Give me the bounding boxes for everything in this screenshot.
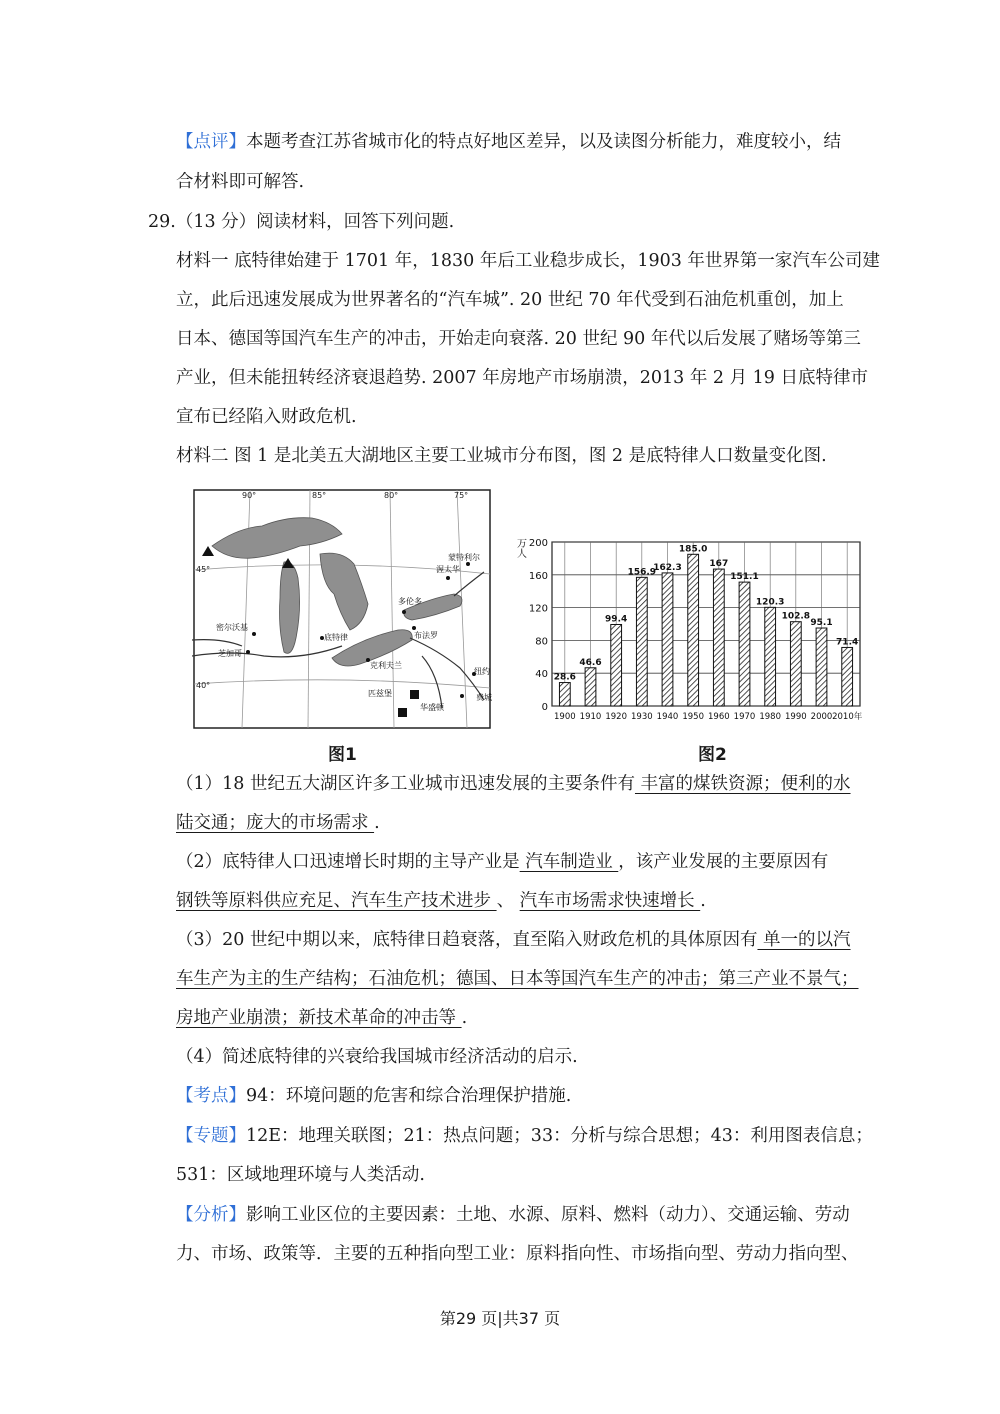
map-lon-label: 90° bbox=[242, 491, 257, 500]
map-city-label: 布法罗 bbox=[414, 631, 438, 640]
material-1-line: 宣布已经陷入财政危机. bbox=[176, 407, 357, 427]
chart-x-tick-label: 1910 bbox=[579, 712, 602, 722]
material-2-line: 材料二 图 1 是北美五大湖地区主要工业城市分布图，图 2 是底特律人口数量变化图. bbox=[176, 446, 827, 466]
figure-1-caption: 图1 bbox=[328, 745, 357, 765]
chart-x-tick-label: 1980 bbox=[759, 712, 781, 722]
chart-x-tick-label: 2010年 bbox=[832, 712, 862, 722]
map-lon-label: 85° bbox=[312, 491, 327, 500]
answer-2-blank: 汽车制造业 bbox=[519, 852, 619, 872]
kaodian-line: 【考点】94：环境问题的危害和综合治理保护措施. bbox=[176, 1086, 572, 1106]
chart-y-tick-label: 0 bbox=[541, 702, 548, 713]
figure-2-caption: 图2 bbox=[698, 745, 727, 765]
answer-2-line-1: （2）底特律人口迅速增长时期的主导产业是 汽车制造业 ，该产业发展的主要原因有 bbox=[176, 852, 829, 872]
chart-bar bbox=[636, 577, 647, 706]
chart-x-tick-label: 1990 bbox=[785, 712, 807, 722]
fenxi-line-2: 力、市场、政策等．主要的五种指向型工业：原料指向性、市场指向型、劳动力指向型、 bbox=[176, 1244, 859, 1264]
map-city-label: 克利夫兰 bbox=[370, 661, 402, 670]
map-lon-label: 80° bbox=[384, 491, 399, 500]
map-lat-label: 45° bbox=[196, 565, 211, 574]
answer-2-blank: 钢铁等原料供应充足、汽车生产技术进步 bbox=[176, 891, 497, 911]
comment-line-1: 【点评】本题考查江苏省城市化的特点好地区差异，以及读图分析能力，难度较小，结 bbox=[176, 132, 841, 152]
answer-3-line-1: （3）20 世纪中期以来，底特律日趋衰落，直至陷入财政危机的具体原因有 单一的以汽 bbox=[176, 930, 851, 950]
map-lat-label: 40° bbox=[196, 681, 211, 690]
material-1-line: 材料一 底特律始建于 1701 年，1830 年后工业稳步成长，1903 年世界第一家汽车公司建 bbox=[176, 251, 880, 271]
map-city-label: 蒙特利尔 bbox=[448, 553, 480, 562]
chart-value-label: 102.8 bbox=[781, 611, 811, 622]
answer-3-blank: 单一的以汽 bbox=[757, 930, 851, 950]
zhuanti-line-1: 【专题】12E：地理关联图；21：热点问题；33：分析与综合思想；43：利用图表信息； bbox=[176, 1126, 873, 1146]
chart-value-label: 162.3 bbox=[653, 562, 682, 573]
chart-value-label: 167 bbox=[709, 559, 729, 570]
answer-3-blank: 房地产业崩溃；新技术革命的冲击等 bbox=[176, 1008, 462, 1028]
map-city-label: 渥太华 bbox=[436, 565, 460, 574]
great-lakes-map bbox=[192, 488, 492, 730]
fenxi-line-1: 【分析】影响工业区位的主要因素：土地、水源、原料、燃料（动力）、交通运输、劳动 bbox=[176, 1205, 850, 1225]
chart-x-tick-label: 1950 bbox=[682, 712, 704, 722]
chart-bar bbox=[816, 628, 827, 706]
map-city-label: 华盛顿 bbox=[420, 703, 444, 712]
map-city-label: 底特律 bbox=[324, 633, 348, 642]
answer-2-blank: 汽车市场需求快速增长 bbox=[519, 891, 701, 911]
chart-bar bbox=[688, 554, 699, 706]
answer-3-line-3: 房地产业崩溃；新技术革命的冲击等 . bbox=[176, 1008, 468, 1028]
zhuanti-line-2: 531：区域地理环境与人类活动. bbox=[176, 1165, 425, 1185]
chart-x-tick-label: 1970 bbox=[733, 712, 756, 722]
material-1-line: 立，此后迅速发展成为世界著名的“汽车城”. 20 世纪 70 年代受到石油危机重创，加上 bbox=[176, 290, 844, 310]
chart-value-label: 46.6 bbox=[579, 657, 602, 668]
answer-1-line-2: 陆交通；庞大的市场需求 . bbox=[176, 813, 380, 833]
chart-x-tick-label: 1900 bbox=[554, 712, 576, 722]
chart-value-label: 120.3 bbox=[755, 597, 785, 608]
chart-x-tick-label: 1960 bbox=[708, 712, 730, 722]
zhuanti-tag: 【专题】 bbox=[176, 1126, 246, 1146]
chart-bar bbox=[739, 582, 750, 706]
answer-1-blank: 陆交通；庞大的市场需求 bbox=[176, 813, 375, 833]
chart-value-label: 71.4 bbox=[836, 637, 859, 648]
chart-value-label: 28.6 bbox=[553, 672, 576, 683]
comment-tag: 【点评】 bbox=[176, 132, 246, 152]
answer-1-line-1: （1）18 世纪五大湖区许多工业城市迅速发展的主要条件有 丰富的煤铁资源；便利的水 bbox=[176, 774, 851, 794]
chart-value-label: 99.4 bbox=[605, 614, 628, 625]
map-city-label: 匹兹堡 bbox=[368, 689, 392, 698]
chart-x-tick-label: 2000 bbox=[810, 712, 833, 722]
chart-bar bbox=[559, 683, 570, 706]
chart-bar bbox=[585, 668, 596, 706]
answer-3-blank: 车生产为主的生产结构；石油危机；德国、日本等国汽车生产的冲击；第三产业不景气； bbox=[176, 969, 859, 989]
chart-value-label: 151.1 bbox=[730, 572, 759, 583]
chart-ylabel: 万人 bbox=[514, 538, 526, 558]
page-footer: 第29 页|共37 页 bbox=[439, 1309, 561, 1328]
chart-value-label: 156.9 bbox=[627, 567, 657, 578]
chart-y-tick-label: 40 bbox=[535, 669, 548, 681]
chart-x-tick-label: 1940 bbox=[656, 712, 679, 722]
chart-bar bbox=[713, 569, 724, 706]
chart-bar bbox=[662, 573, 673, 706]
chart-y-tick-label: 120 bbox=[528, 603, 548, 615]
chart-y-tick-label: 200 bbox=[528, 538, 548, 549]
answer-2-line-2: 钢铁等原料供应充足、汽车生产技术进步 、 汽车市场需求快速增长 . bbox=[176, 891, 706, 911]
chart-bar bbox=[611, 624, 622, 706]
chart-y-tick-label: 80 bbox=[535, 636, 548, 648]
chart-y-tick-label: 160 bbox=[528, 570, 548, 582]
map-city-label: 密尔沃基 bbox=[216, 623, 248, 632]
answer-1-blank: 丰富的煤铁资源；便利的水 bbox=[634, 774, 851, 794]
material-1-line: 产业，但未能扭转经济衰退趋势. 2007 年房地产市场崩溃，2013 年 2 月 19 日底特律市 bbox=[176, 368, 868, 388]
map-city-label: 费城 bbox=[476, 693, 492, 702]
chart-bar bbox=[790, 622, 801, 706]
answer-3-line-2 bbox=[176, 967, 859, 991]
chart-value-label: 185.0 bbox=[678, 544, 708, 555]
chart-x-tick-label: 1920 bbox=[605, 712, 627, 722]
population-bar-chart bbox=[512, 530, 862, 730]
map-city-label: 芝加哥 bbox=[218, 649, 242, 658]
material-1-line: 日本、德国等国汽车生产的冲击，开始走向衰落. 20 世纪 90 年代以后发展了赌场等第三 bbox=[176, 329, 861, 349]
map-lon-label: 75° bbox=[454, 491, 469, 500]
kaodian-tag: 【考点】 bbox=[176, 1086, 246, 1106]
chart-bar bbox=[842, 647, 853, 706]
chart-value-label: 95.1 bbox=[810, 618, 833, 629]
fenxi-tag: 【分析】 bbox=[176, 1205, 246, 1225]
chart-bar bbox=[765, 607, 776, 706]
map-city-label: 多伦多 bbox=[398, 597, 422, 606]
chart-x-tick-label: 1930 bbox=[631, 712, 653, 722]
comment-line-2: 合材料即可解答. bbox=[176, 172, 305, 192]
question-4: （4）简述底特律的兴衰给我国城市经济活动的启示. bbox=[176, 1047, 578, 1067]
question-title: 29.（13 分）阅读材料，回答下列问题. bbox=[148, 212, 455, 232]
map-city-label: 纽约 bbox=[474, 667, 490, 676]
